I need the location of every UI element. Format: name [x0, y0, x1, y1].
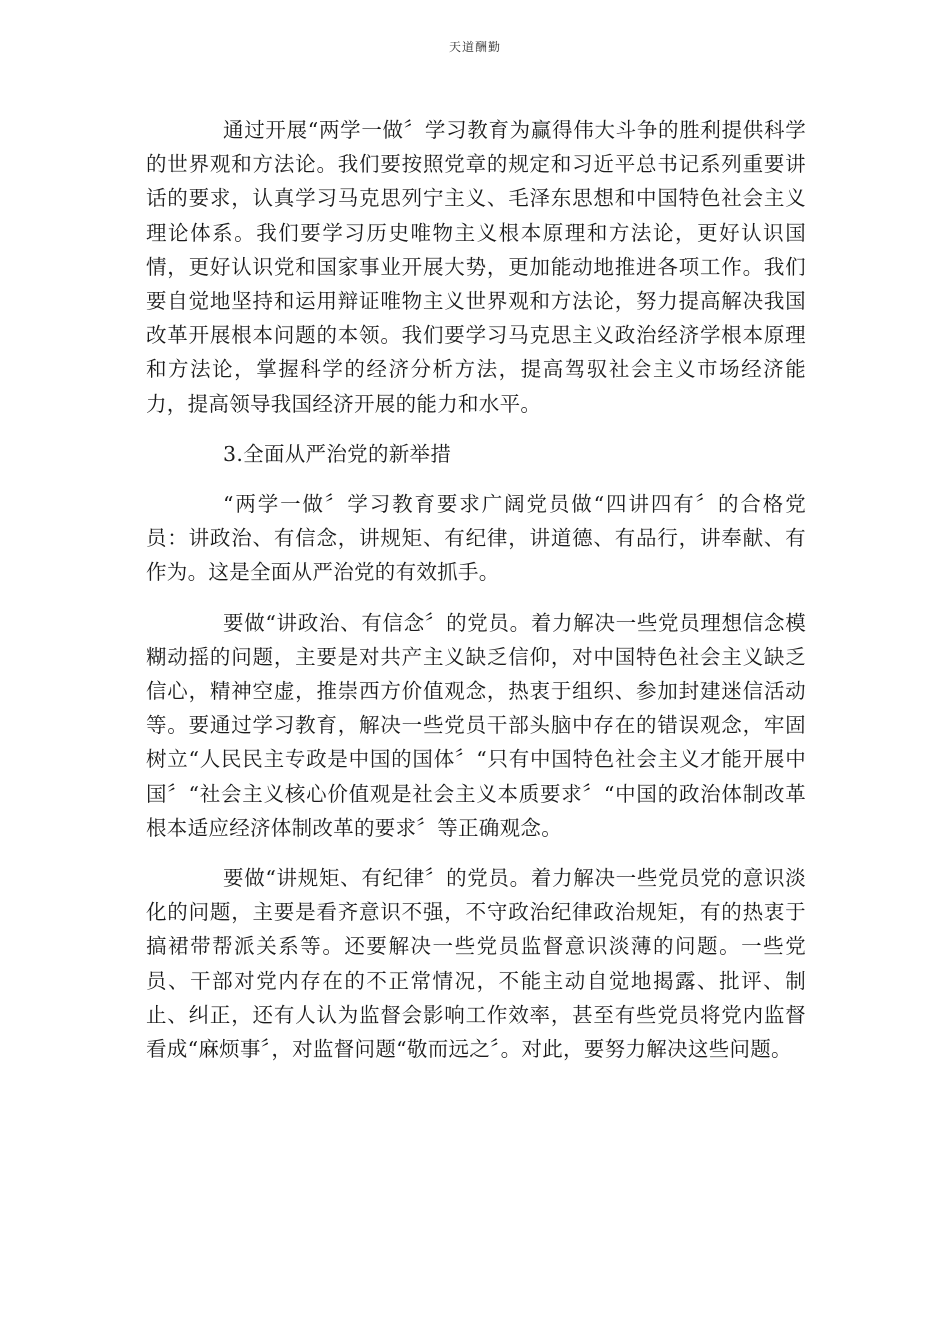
section-heading: 3.全面从严治党的新举措: [223, 441, 452, 466]
paragraph-four-four: “两学一做〞学习教育要求广阔党员做“四讲四有〞的合格党员：讲政治、有信念，讲规矩、有纪律，讲道德、有品行，讲奉献、有作为。这是全面从严治党的有效抓手。: [146, 492, 806, 585]
document-body: [146, 113, 806, 1066]
paragraph-politics-belief: 要做“讲政治、有信念〞的党员。着力解决一些党员理想信念模糊动摇的问题，主要是对共产主义缺乏信仰，对中国特色社会主义缺乏信心，精神空虚，推崇西方价值观念，热衷于组织、参加封建迷信活动等。要通过学习教育，解决一些党员干部头脑中存在的错误观念，牢固树立“人民民主专政是中国的国体〞“只有中国特色社会主义才能开展中国〞“社会主义核心价值观是社会主义本质要求〞“中国的政治体制改革根本适应经济体制改革的要求〞等正确观念。: [146, 610, 806, 840]
page-header: 天道酬勤: [448, 40, 501, 54]
paragraph-worldview: 通过开展“两学一做〞学习教育为赢得伟大斗争的胜利提供科学的世界观和方法论。我们要按照党章的规定和习近平总书记系列重要讲话的要求，认真学习马克思列宁主义、毛泽东思想和中国特色社会主义理论体系。我们要学习历史唯物主义根本原理和方法论，更好认识国情，更好认识党和国家事业开展大势，更加能动地推进各项工作。我们要自觉地坚持和运用辩证唯物主义世界观和方法论，努力提高解决我国改革开展根本问题的本领。我们要学习马克思主义政治经济学根本原理和方法论，掌握科学的经济分析方法，提高驾驭社会主义市场经济能力，提高领导我国经济开展的能力和水平。: [146, 118, 806, 416]
paragraph-rules-discipline: 要做“讲规矩、有纪律〞的党员。着力解决一些党员党的意识淡化的问题，主要是看齐意识不强，不守政治纪律政治规矩，有的热衷于搞裙带帮派关系等。还要解决一些党员监督意识淡薄的问题。一些党员、干部对党内存在的不正常情况，不能主动自觉地揭露、批评、制止、纠正，还有人认为监督会影响工作效率，甚至有些党员将党内监督看成“麻烦事〞，对监督问题“敬而远之〞。对此，要努力解决这些问题。: [146, 866, 806, 1062]
